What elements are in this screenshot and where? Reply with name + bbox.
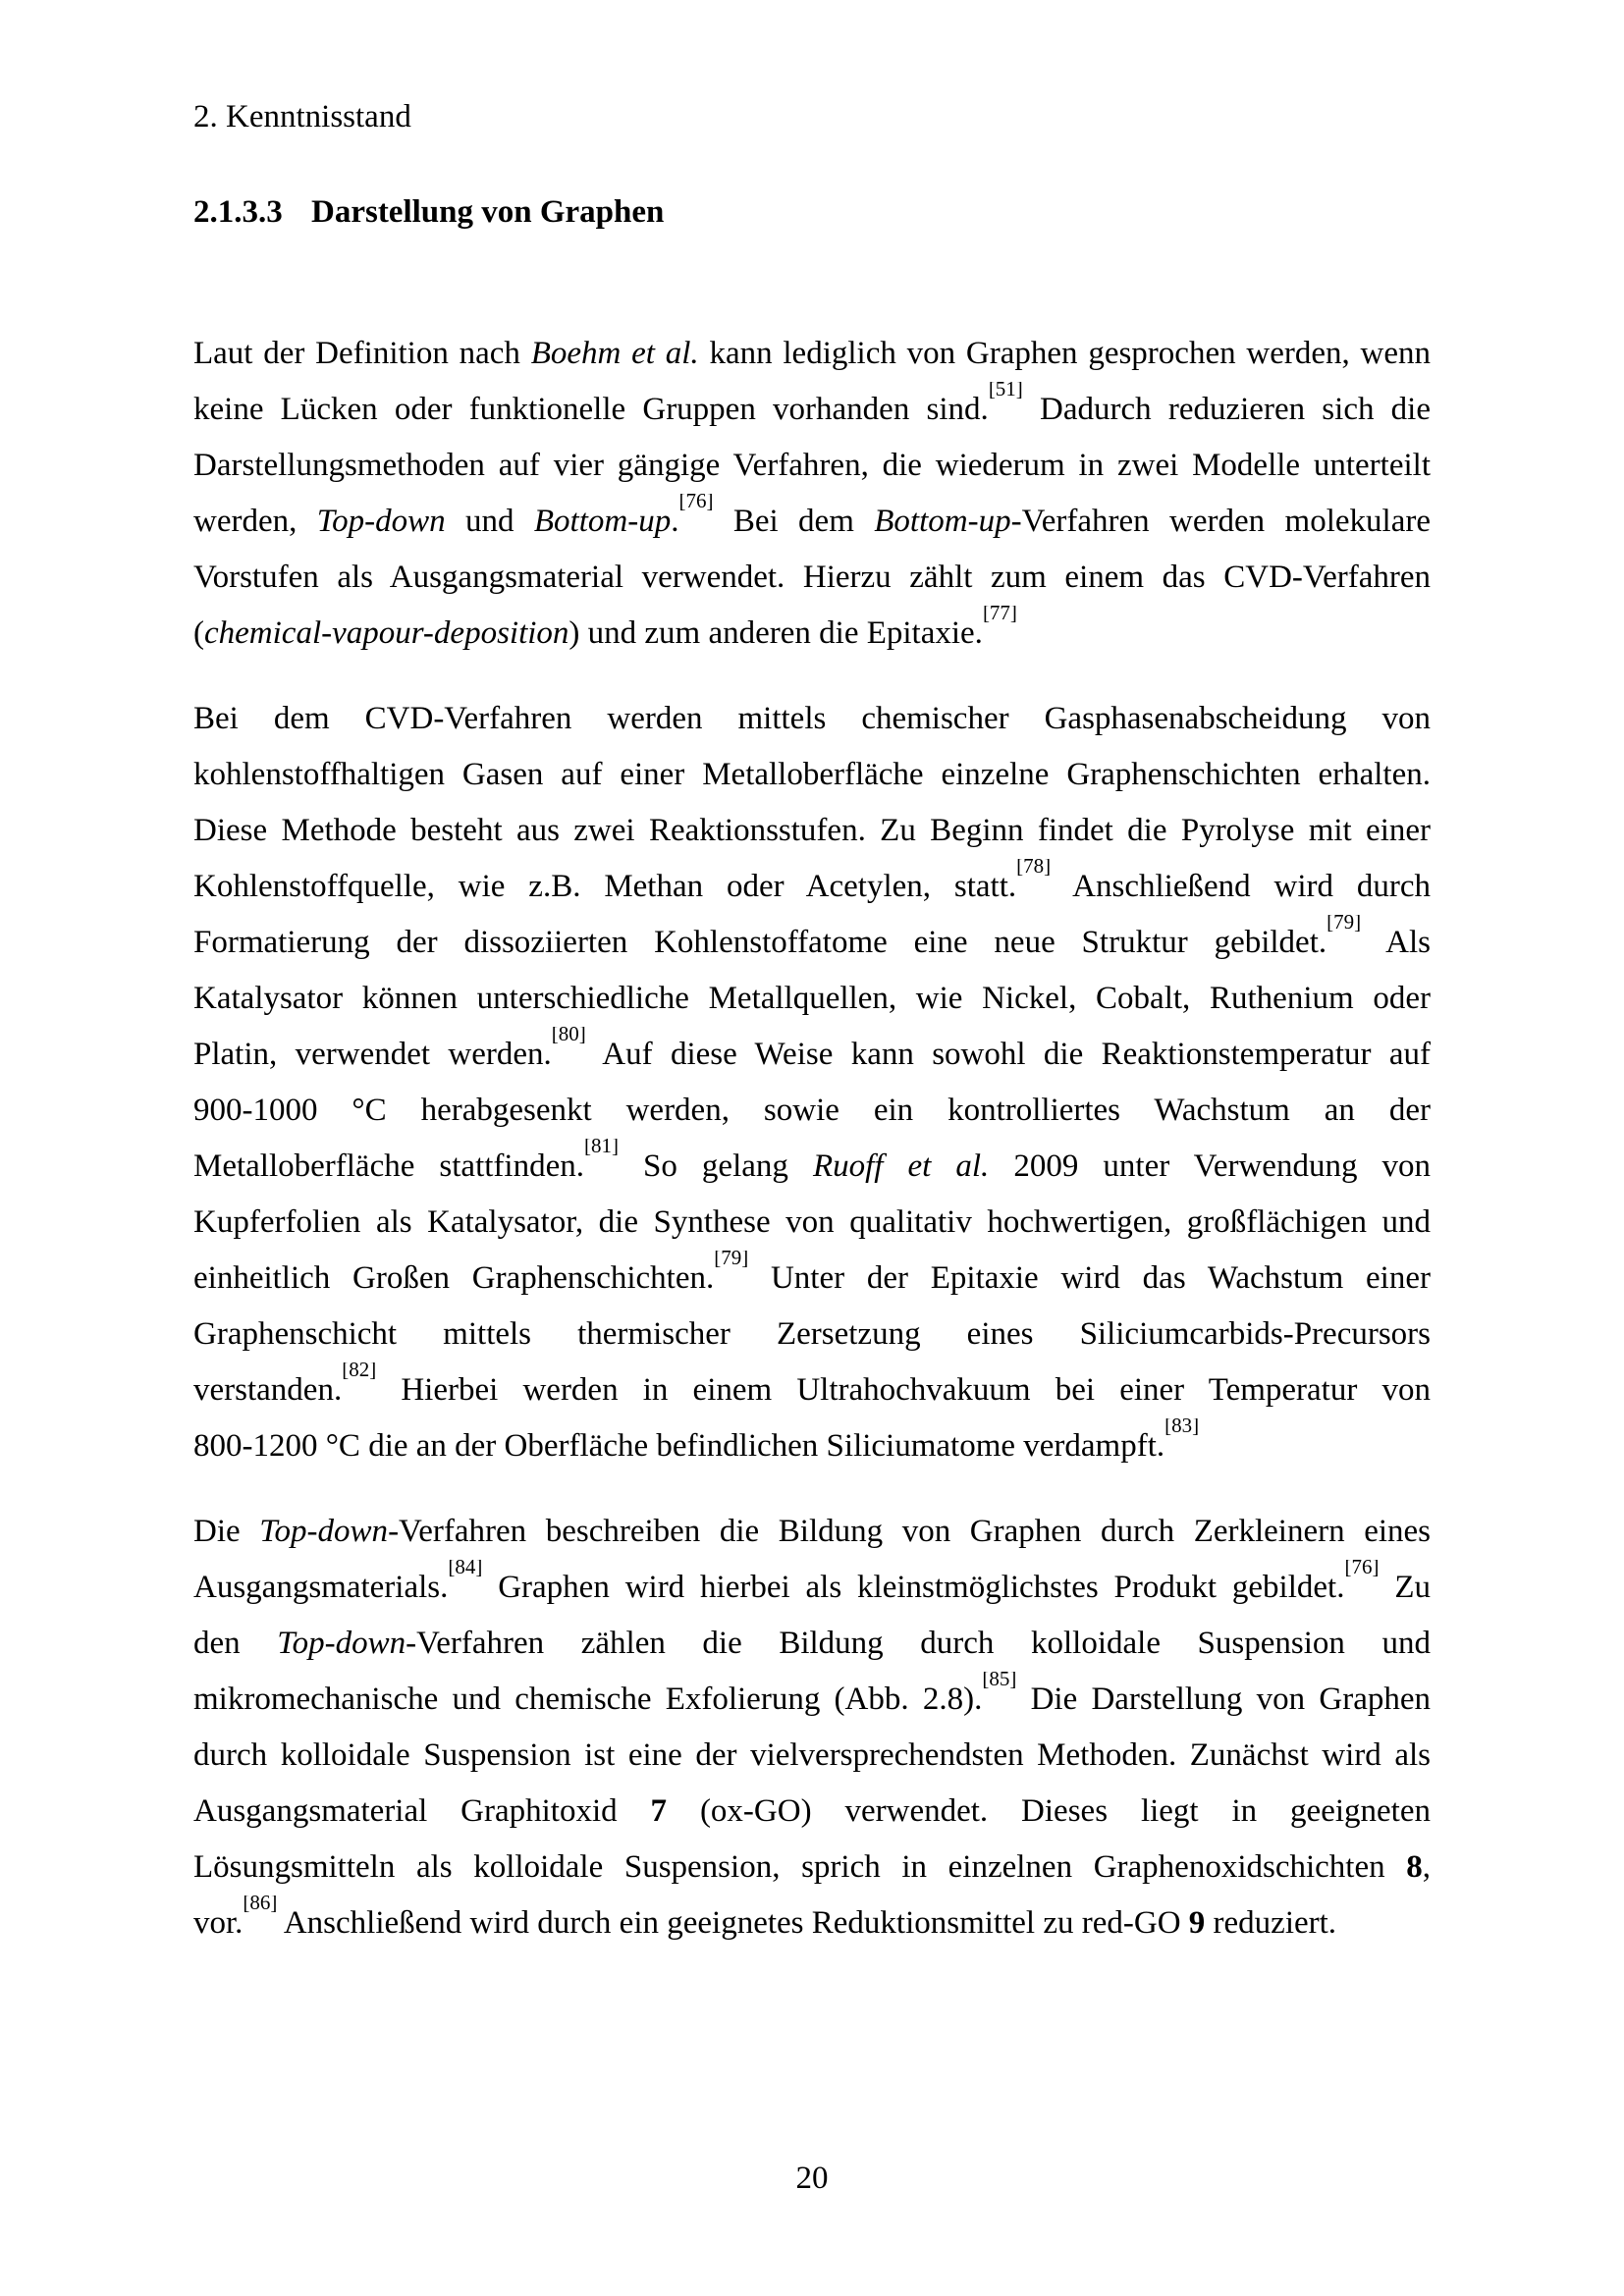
text-segment: -Verfahren zählen die Bildung durch kolloidale Suspension und <box>406 1626 1431 1661</box>
text-line <box>193 1027 1431 1083</box>
text-line <box>193 1195 1431 1251</box>
text-segment: ) und zum anderen die Epitaxie. <box>568 615 983 651</box>
italic-text: Ruoff et al. <box>812 1148 990 1184</box>
text-segment: -Verfahren werden molekulare <box>1010 504 1431 539</box>
citation-ref: [77] <box>982 606 1017 625</box>
citation-ref: [79] <box>714 1251 749 1270</box>
text-line <box>193 1418 1431 1474</box>
citation-ref: [76] <box>1344 1560 1380 1579</box>
text-segment: Dadurch reduzieren sich die <box>1022 392 1431 427</box>
text-line <box>193 1307 1431 1362</box>
page-number: 20 <box>795 2161 829 2196</box>
text-line <box>193 1672 1431 1728</box>
citation-ref: [51] <box>988 382 1023 401</box>
text-segment: einheitlich Großen Graphenschichten. <box>193 1260 715 1296</box>
italic-text: Top-down <box>277 1626 406 1661</box>
text-segment: Ausgangsmaterial Graphitoxid <box>193 1793 651 1829</box>
section-heading <box>193 193 664 233</box>
text-line <box>193 382 1431 438</box>
text-segment: Ausgangsmaterials. <box>193 1570 449 1605</box>
text-segment: Hierbei werden in einem Ultrahochvakuum bei einer Temperatur von <box>376 1372 1431 1408</box>
text-segment: -Verfahren beschreiben die Bildung von Graphen durch Zerkleinern eines <box>388 1514 1431 1549</box>
italic-text: Top-down <box>259 1514 389 1549</box>
text-segment: Bei dem <box>713 504 875 539</box>
text-segment: Bei dem CVD-Verfahren werden mittels chemischer Gasphasenabscheidung von <box>193 701 1431 736</box>
italic-text: Boehm et al. <box>530 336 699 371</box>
text-line <box>193 1896 1431 1951</box>
text-segment: Laut der Definition nach <box>193 336 531 371</box>
text-line <box>193 1362 1431 1418</box>
text-line <box>193 1728 1431 1784</box>
citation-ref: [76] <box>678 494 714 513</box>
text-segment: mikromechanische und chemische Exfolierung (Abb. 2.8). <box>193 1682 983 1717</box>
text-segment: den <box>193 1626 278 1661</box>
compound-number: 7 <box>650 1793 668 1829</box>
italic-text: Bottom-up <box>533 504 672 539</box>
citation-ref: [80] <box>551 1027 586 1046</box>
text-line <box>193 1083 1431 1139</box>
text-segment: Kupferfolien als Katalysator, die Synthese von qualitativ hochwertigen, großflächigen und <box>193 1204 1431 1240</box>
text-segment: Kohlenstoffquelle, wie z.B. Methan oder Acetylen, statt. <box>193 869 1017 904</box>
document-body <box>193 326 1431 1951</box>
text-segment: reduziert. <box>1205 1905 1337 1941</box>
text-segment: Formatierung der dissoziierten Kohlenstoffatome eine neue Struktur gebildet. <box>193 925 1327 960</box>
text-line <box>193 1840 1431 1896</box>
citation-ref: [81] <box>583 1139 619 1158</box>
text-line <box>193 747 1431 803</box>
text-line <box>193 691 1431 747</box>
text-segment: Zu <box>1379 1570 1431 1605</box>
text-segment: 2009 unter Verwendung von <box>989 1148 1431 1184</box>
citation-ref: [84] <box>448 1560 483 1579</box>
text-segment: 900-1000 °C herabgesenkt werden, sowie ein kontrolliertes Wachstum an der <box>193 1093 1431 1128</box>
text-segment: Darstellungsmethoden auf vier gängige Verfahren, die wiederum in zwei Modelle unterteilt <box>193 448 1431 483</box>
text-segment: Metalloberfläche stattfinden. <box>193 1148 584 1184</box>
text-segment: keine Lücken oder funktionelle Gruppen vorhanden sind. <box>193 392 989 427</box>
text-segment: Vorstufen als Ausgangsmaterial verwendet. Hierzu zählt zum einem das CVD-Verfahren <box>193 560 1431 595</box>
paragraph <box>193 691 1431 1474</box>
text-line <box>193 915 1431 971</box>
text-segment: Die <box>193 1514 260 1549</box>
text-segment: kann lediglich von Graphen gesprochen werden, wenn <box>698 336 1431 371</box>
text-line <box>193 803 1431 859</box>
text-segment: 800-1200 °C die an der Oberfläche befindlichen Siliciumatome verdampft. <box>193 1428 1165 1464</box>
section-title: Darstellung von Graphen <box>311 194 665 230</box>
text-segment: Platin, verwendet werden. <box>193 1037 552 1072</box>
text-segment: Diese Methode besteht aus zwei Reaktionsstufen. Zu Beginn findet die Pyrolyse mit einer <box>193 813 1431 848</box>
text-segment: ( <box>193 615 204 651</box>
italic-text: Top-down <box>316 504 446 539</box>
text-segment: Anschließend wird durch ein geeignetes Reduktionsmittel zu red-GO <box>277 1905 1189 1941</box>
text-line <box>193 1560 1431 1616</box>
text-segment: Graphen wird hierbei als kleinstmöglichstes Produkt gebildet. <box>482 1570 1345 1605</box>
text-segment: werden, <box>193 504 317 539</box>
text-segment: verstanden. <box>193 1372 343 1408</box>
text-segment: So gelang <box>618 1148 813 1184</box>
citation-ref: [85] <box>982 1672 1017 1691</box>
text-segment: (ox-GO) verwendet. Dieses liegt in geeigneten <box>667 1793 1431 1829</box>
text-segment: Katalysator können unterschiedliche Metallquellen, wie Nickel, Cobalt, Ruthenium oder <box>193 981 1431 1016</box>
text-segment: durch kolloidale Suspension ist eine der vielversprechendsten Methoden. Zunächst wird als <box>193 1737 1431 1773</box>
text-segment: und <box>445 504 534 539</box>
text-line <box>193 859 1431 915</box>
text-line <box>193 1784 1431 1840</box>
text-segment: kohlenstoffhaltigen Gasen auf einer Metalloberfläche einzelne Graphenschichten erhalten. <box>193 757 1431 792</box>
compound-number: 9 <box>1188 1905 1206 1941</box>
paragraph <box>193 1504 1431 1951</box>
text-line <box>193 1251 1431 1307</box>
citation-ref: [82] <box>342 1362 377 1382</box>
text-line <box>193 438 1431 494</box>
paragraph <box>193 326 1431 662</box>
compound-number: 8 <box>1406 1849 1423 1885</box>
text-segment: Unter der Epitaxie wird das Wachstum einer <box>748 1260 1431 1296</box>
text-line <box>193 971 1431 1027</box>
italic-text: chemical-vapour-deposition <box>204 615 569 651</box>
running-header: 2. Kenntnisstand <box>193 99 411 134</box>
text-segment: Auf diese Weise kann sowohl die Reaktionstemperatur auf <box>585 1037 1431 1072</box>
text-line <box>193 494 1431 550</box>
citation-ref: [79] <box>1326 915 1362 934</box>
text-line <box>193 1139 1431 1195</box>
section-number: 2.1.3.3 <box>193 194 283 230</box>
text-segment: Anschließend wird durch <box>1051 869 1431 904</box>
text-line <box>193 1616 1431 1672</box>
text-segment: Als <box>1361 925 1431 960</box>
text-segment: , <box>1422 1849 1431 1885</box>
text-segment: Graphenschicht mittels thermischer Zersetzung eines Siliciumcarbids-Precursors <box>193 1316 1431 1352</box>
citation-ref: [86] <box>243 1896 278 1915</box>
text-segment: vor. <box>193 1905 244 1941</box>
text-line <box>193 550 1431 606</box>
text-line <box>193 326 1431 382</box>
text-segment: . <box>671 504 679 539</box>
text-line <box>193 606 1431 662</box>
citation-ref: [78] <box>1016 859 1052 879</box>
italic-text: Bottom-up <box>874 504 1011 539</box>
text-segment: Die Darstellung von Graphen <box>1016 1682 1431 1717</box>
text-line <box>193 1504 1431 1560</box>
text-segment: Lösungsmitteln als kolloidale Suspension, sprich in einzelnen Graphenoxidschichten <box>193 1849 1407 1885</box>
citation-ref: [83] <box>1164 1418 1200 1438</box>
